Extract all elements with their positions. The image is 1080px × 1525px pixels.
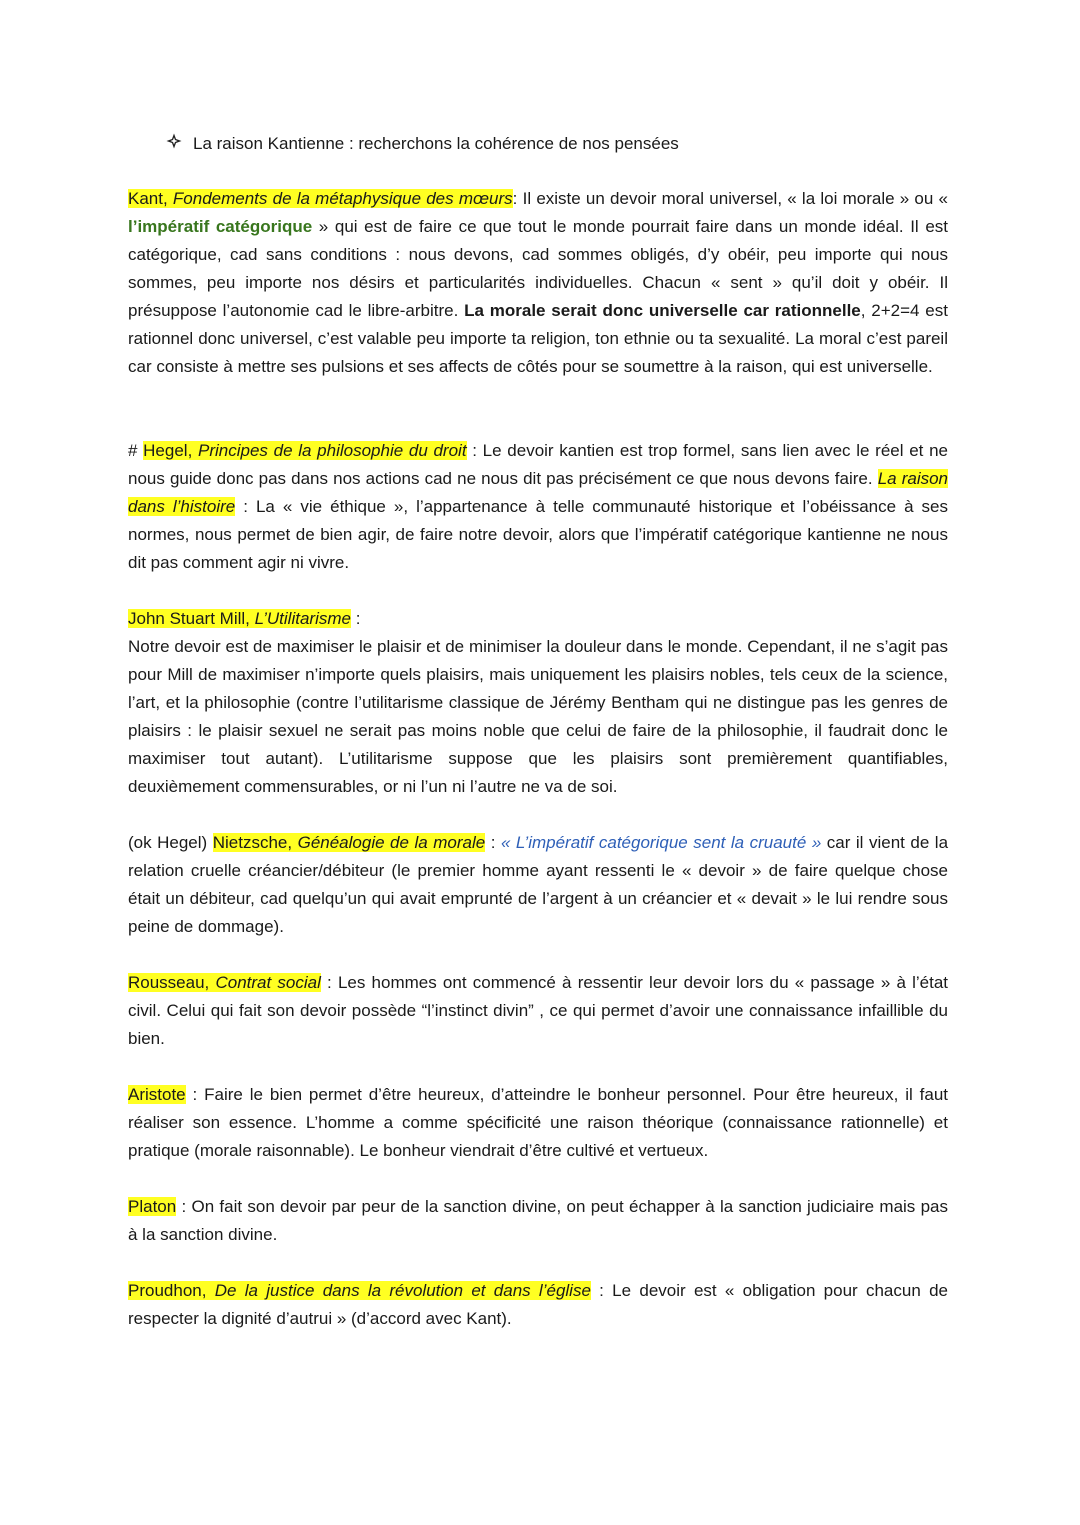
- proudhon-author: Proudhon,: [128, 1281, 215, 1300]
- kant-work-title: Fondements de la métaphysique des mœurs: [172, 189, 513, 208]
- hegel-text-1: : Le devoir kantien est trop formel, sans lien avec le réel et ne nous guide donc pas dans nos actions cad ne nous dit pas précisément ce que nous devons faire.: [128, 441, 948, 488]
- hegel-reference: [143, 441, 466, 460]
- mill-work-title: L’Utilitarisme: [254, 609, 351, 628]
- diamond-bullet-icon: [163, 131, 185, 157]
- hegel-work-title-2: La raison dans l’histoire: [128, 469, 949, 516]
- rousseau-text-1: : Les hommes ont commencé à ressentir leur devoir lors du « passage » à l’état civil. Celui qui fait son devoir possède “l’instinct divin” , ce qui permet d’avoir une connaissance infaillible du bien.: [128, 973, 949, 1048]
- nietzsche-prefix: (ok Hegel): [128, 833, 213, 852]
- kant-green-term: l’impératif catégorique: [128, 217, 313, 236]
- paragraph-mill: [128, 605, 948, 801]
- paragraph-hegel: [128, 437, 948, 577]
- nietzsche-work-title: Généalogie de la morale: [297, 833, 486, 852]
- aristote-reference: Aristote: [128, 1085, 186, 1104]
- kant-reference: [128, 189, 513, 208]
- nietzsche-text-2: car il vient de la relation cruelle créancier/débiteur (le premier homme ayant ressenti le « devoir » de faire quelque chose était un débiteur, cad quelqu’un qui avait emprunté de l’argent à un créancier et « devait » le lui rendre sous peine de dommage).: [128, 833, 949, 936]
- nietzsche-quote: « L’impératif catégorique sent la cruauté »: [500, 833, 822, 852]
- mill-author: John Stuart Mill,: [128, 609, 255, 628]
- rousseau-work-title: Contrat social: [215, 973, 321, 992]
- kant-text-2: » qui est de faire ce que tout le monde pourrait faire dans un monde idéal. Il est catégorique, cad sans conditions : nous devons, cad sommes obligés, d’y obéir, peu importe qui nous sommes, peu importe nos désirs et particularités individuelles. Chacun « sent » qu’il doit y obéir. Il présuppose l’autonomie cad le libre-arbitre.: [128, 217, 948, 320]
- platon-reference: Platon: [128, 1197, 177, 1216]
- hegel-work-title: Principes de la philosophie du droit: [198, 441, 467, 460]
- kant-bold-text: La morale serait donc universelle car rationnelle: [464, 301, 861, 320]
- platon-text-1: : On fait son devoir par peur de la sanction divine, on peut échapper à la sanction judiciaire mais pas à la sanction divine.: [128, 1197, 948, 1244]
- kant-author: Kant,: [128, 189, 173, 208]
- section-heading: [163, 131, 679, 157]
- nietzsche-author: Nietzsche,: [212, 833, 298, 852]
- hegel-prefix: #: [128, 441, 144, 460]
- nietzsche-text-1: :: [485, 833, 501, 852]
- kant-text-1: : Il existe un devoir moral universel, « la loi morale » ou «: [512, 189, 948, 208]
- kant-text-3: , 2+2=4 est rationnel donc universel, c’est valable peu importe ta religion, ton ethnie ou ta sexualité. La moral c’est pareil car consiste à mettre ses pulsions et ses affects de côtés pour se soumettre à la raison, qui est universelle.: [128, 301, 948, 376]
- nietzsche-reference: [213, 833, 485, 852]
- paragraph-nietzsche: [128, 829, 948, 941]
- aristote-text-1: : Faire le bien permet d’être heureux, d’atteindre le bonheur personnel. Pour être heureux, il faut réaliser son essence. L’homme a comme spécificité une raison théorique (connaissance rationnelle) et pratique (morale raisonnable). Le bonheur viendrait d’être cultivé et vertueux.: [128, 1085, 948, 1160]
- mill-text-1: :: [350, 609, 361, 628]
- paragraph-proudhon: [128, 1277, 948, 1333]
- hegel-text-2: : La « vie éthique », l’appartenance à telle communauté historique et l’obéissance à ses normes, nous permet de bien agir, de faire notre devoir, alors que l’impératif catégorique kantienne ne nous dit pas comment agir ni vivre.: [128, 497, 948, 572]
- paragraph-kant: [128, 185, 948, 381]
- mill-reference: [128, 609, 351, 628]
- paragraph-rousseau: [128, 969, 948, 1053]
- section-heading-text: La raison Kantienne : recherchons la cohérence de nos pensées: [193, 134, 679, 153]
- paragraph-aristote: [128, 1081, 948, 1165]
- mill-text-2: Notre devoir est de maximiser le plaisir et de minimiser la douleur dans le monde. Cependant, il ne s’agit pas pour Mill de maximiser n’importe quels plaisirs, mais uniquement les plaisirs nobles, tels ceux de la science, l’art, et la philosophie (contre l’utilitarisme classique de Jérémy Bentham qui ne distingue pas les genres de plaisirs : le plaisir sexuel ne serait pas moins noble que celui de faire de la philosophie, il faudrait donc le maximiser tout autant). L’utilitarisme suppose que les plaisirs sont premièrement quantifiables, deuxièmement commensurables, or ni l’un ni l’autre ne va de soi.: [128, 637, 948, 796]
- proudhon-reference: [128, 1281, 591, 1300]
- proudhon-work-title: De la justice dans la révolution et dans l’église: [214, 1281, 591, 1300]
- paragraph-platon: [128, 1193, 948, 1249]
- rousseau-reference: [128, 973, 321, 992]
- proudhon-text-1: : Le devoir est « obligation pour chacun de respecter la dignité d’autrui » (d’accord avec Kant).: [128, 1281, 948, 1328]
- rousseau-author: Rousseau,: [128, 973, 216, 992]
- hegel-author: Hegel,: [143, 441, 198, 460]
